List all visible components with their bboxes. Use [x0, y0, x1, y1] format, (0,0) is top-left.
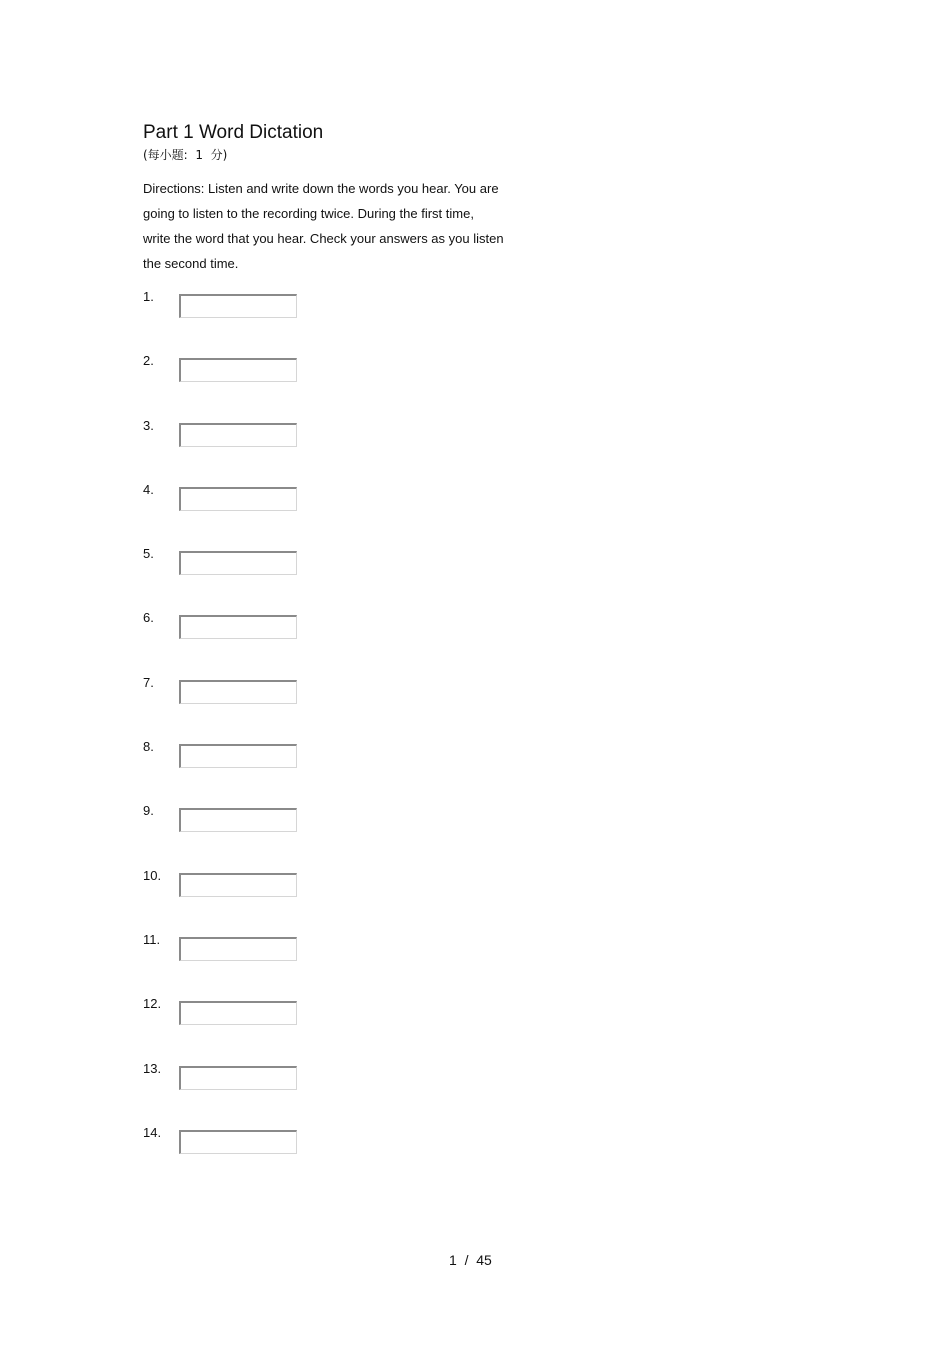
answer-input-3[interactable] — [179, 423, 297, 447]
question-number: 9. — [143, 803, 154, 819]
answer-input-1[interactable] — [179, 294, 297, 318]
directions-text — [143, 176, 543, 276]
directions-line: write the word that you hear. Check your answers as you listen — [143, 231, 504, 246]
section-title: Part 1 Word Dictation — [143, 122, 324, 143]
answer-input-14[interactable] — [179, 1130, 297, 1154]
answer-input-8[interactable] — [179, 744, 297, 768]
question-row — [143, 676, 343, 740]
question-row — [143, 804, 343, 868]
answer-input-12[interactable] — [179, 1001, 297, 1025]
question-number: 13. — [143, 1060, 162, 1076]
question-row — [143, 869, 343, 933]
answer-input-13[interactable] — [179, 1066, 297, 1090]
question-row — [143, 997, 343, 1061]
question-number: 11. — [143, 931, 161, 947]
question-number: 8. — [143, 739, 154, 755]
question-row — [143, 1062, 343, 1126]
question-row — [143, 354, 343, 418]
question-row — [143, 419, 343, 483]
question-number: 3. — [143, 417, 154, 433]
answer-input-2[interactable] — [179, 358, 297, 382]
answer-input-9[interactable] — [179, 808, 297, 832]
question-row — [143, 483, 343, 547]
answer-input-10[interactable] — [179, 873, 297, 897]
question-row — [143, 1126, 343, 1190]
question-number: 5. — [143, 546, 154, 562]
question-row — [143, 611, 343, 675]
directions-line: Directions: Listen and write down the words you hear. You are — [143, 181, 499, 196]
question-row — [143, 290, 343, 354]
question-number: 7. — [143, 674, 154, 690]
directions-line: the second time. — [143, 256, 239, 271]
question-number: 12. — [143, 996, 162, 1012]
question-number: 14. — [143, 1124, 162, 1140]
answer-input-11[interactable] — [179, 937, 297, 961]
question-number: 6. — [143, 610, 154, 626]
answer-input-4[interactable] — [179, 487, 297, 511]
question-row — [143, 547, 343, 611]
question-list — [143, 290, 343, 1190]
answer-input-7[interactable] — [179, 680, 297, 704]
question-row — [143, 740, 343, 804]
question-number: 10. — [143, 867, 162, 883]
answer-input-6[interactable] — [179, 615, 297, 639]
directions-line: going to listen to the recording twice. During the first time, — [143, 206, 474, 221]
question-number: 1. — [143, 289, 154, 304]
question-number: 4. — [143, 481, 154, 497]
answer-input-5[interactable] — [179, 551, 297, 575]
score-note: (每小题: 1 分) — [143, 148, 228, 162]
question-row — [143, 933, 343, 997]
question-number: 2. — [143, 353, 154, 369]
page-indicator: 1 / 45 — [449, 1252, 492, 1268]
